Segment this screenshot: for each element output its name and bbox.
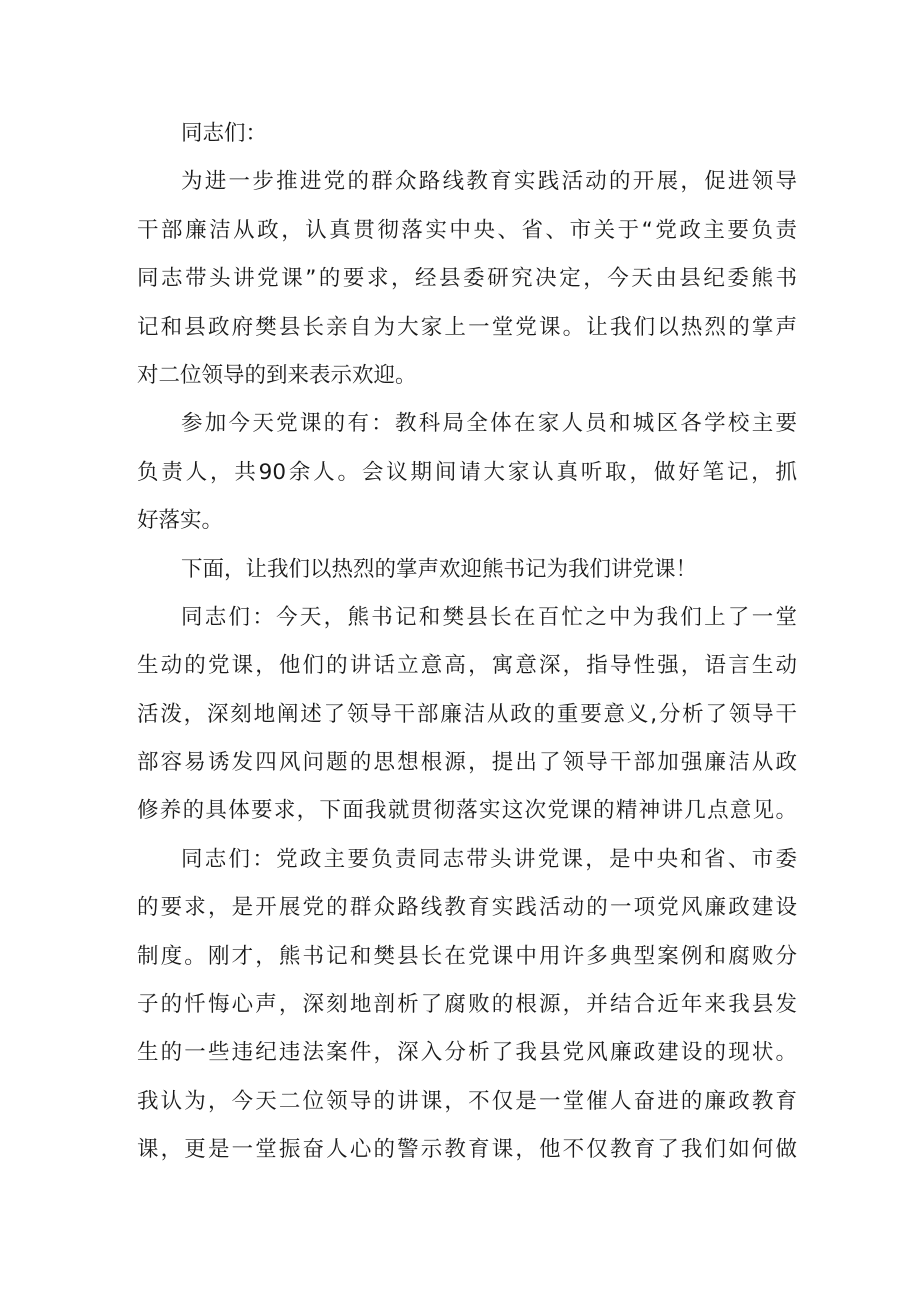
paragraph-attendees (137, 400, 797, 545)
text-line: 干部廉洁从政，认真贯彻落实中央、省、市关于“党政主要负责 (137, 217, 797, 243)
text-line: 下面，让我们以热烈的掌声欢迎熊书记为我们讲党课！ (181, 556, 698, 582)
paragraph-summary (137, 594, 797, 836)
text-line: 同志们：今天，熊书记和樊县长在百忙之中为我们上了一堂 (181, 604, 797, 630)
paragraph-remarks (137, 836, 797, 1175)
text-line: 制度。刚才，熊书记和樊县长在党课中用许多典型案例和腐败分 (137, 943, 797, 969)
text-line: 的要求，是开展党的群众路线教育实践活动的一项党风廉政建设 (137, 895, 797, 921)
text-line: 课，更是一堂振奋人心的警示教育课，他不仅教育了我们如何做 (137, 1137, 797, 1163)
text-line: 修养的具体要求，下面我就贯彻落实这次党课的精神讲几点意见。 (137, 798, 797, 824)
text-line: 生动的党课，他们的讲话立意高，寓意深，指导性强，语言生动 (137, 653, 797, 679)
text-line: 子的忏悔心声，深刻地剖析了腐败的根源，并结合近年来我县发 (137, 992, 797, 1018)
text-line: 记和县政府樊县长亲自为大家上一堂党课。让我们以热烈的掌声 (137, 314, 797, 340)
text-line: 活泼，深刻地阐述了领导干部廉洁从政的重要意义,分析了领导干 (137, 701, 797, 727)
text-line: 我认为，今天二位领导的讲课，不仅是一堂催人奋进的廉政教育 (137, 1088, 797, 1114)
greeting: 同志们： (181, 121, 268, 146)
text-line: 对二位领导的到来表示欢迎。 (137, 362, 417, 388)
paragraph-intro (137, 158, 797, 400)
text-line: 为进一步推进党的群众路线教育实践活动的开展，促进领导 (181, 169, 797, 195)
paragraph-welcome (137, 546, 797, 594)
text-line: 生的一些违纪违法案件，深入分析了我县党风廉政建设的现状。 (137, 1040, 797, 1066)
document-body (137, 110, 797, 1175)
text-line: 参加今天党课的有：教科局全体在家人员和城区各学校主要 (181, 411, 797, 437)
text-line: 同志们：党政主要负责同志带头讲党课，是中央和省、市委 (181, 846, 797, 872)
text-line: 好落实。 (137, 508, 224, 534)
text-line: 同志带头讲党课”的要求，经县委研究决定，今天由县纪委熊书 (137, 266, 797, 292)
text-line: 负责人，共90余人。会议期间请大家认真听取，做好笔记，抓 (137, 459, 797, 485)
text-line: 部容易诱发四风问题的思想根源，提出了领导干部加强廉洁从政 (137, 750, 797, 776)
